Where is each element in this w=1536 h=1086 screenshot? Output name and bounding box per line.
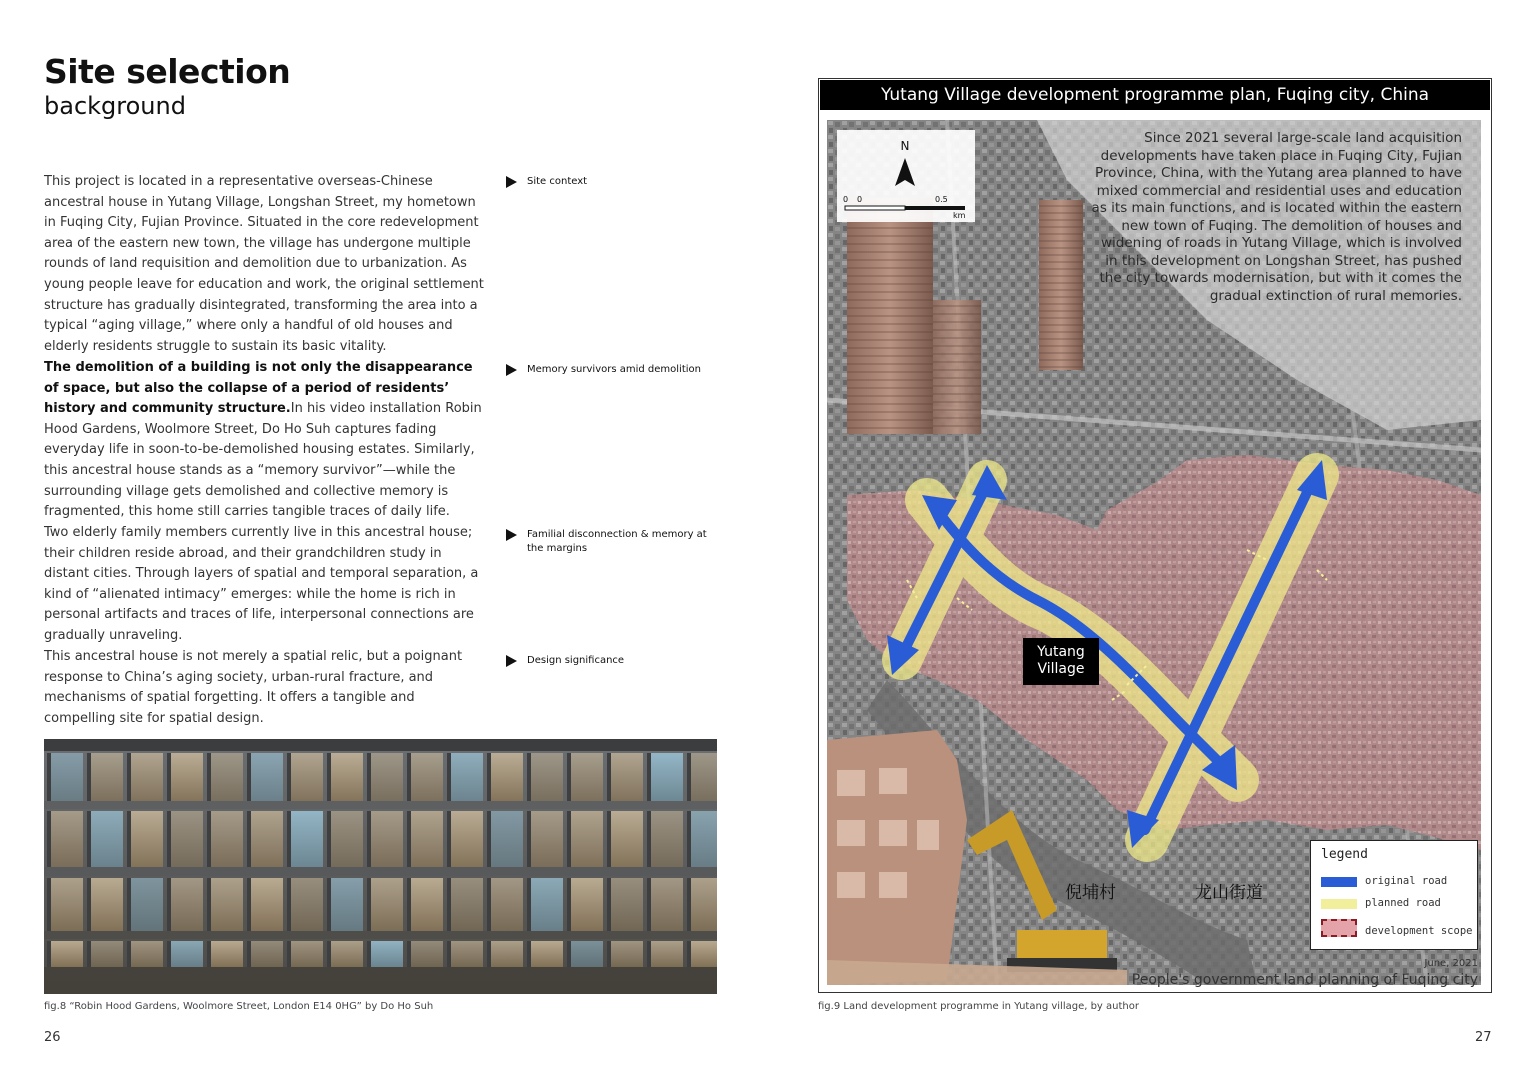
facade-window bbox=[251, 878, 283, 931]
facade-window bbox=[51, 753, 83, 801]
facade-window bbox=[91, 941, 123, 967]
scale-mid-label: 0.5 bbox=[935, 195, 948, 204]
facade-window bbox=[251, 941, 283, 967]
triangle-bullet-icon bbox=[506, 655, 517, 667]
facade-window bbox=[651, 811, 683, 867]
facade-window bbox=[611, 811, 643, 867]
scale-start-label: 0 bbox=[843, 195, 849, 204]
legend-swatch-pink bbox=[1321, 919, 1357, 937]
facade-window bbox=[491, 878, 523, 931]
page-number-right: 27 bbox=[1475, 1030, 1492, 1045]
facade-window bbox=[131, 941, 163, 967]
facade-column bbox=[567, 878, 571, 931]
fig8-caption: fig.8 “Robin Hood Gardens, Woolmore Street, London E14 0HG” by Do Ho Suh bbox=[44, 1001, 434, 1012]
facade-window bbox=[571, 753, 603, 801]
facade-window bbox=[131, 878, 163, 931]
facade-column bbox=[47, 878, 51, 931]
page-title: Site selection bbox=[44, 52, 291, 91]
facade-column bbox=[687, 811, 691, 867]
facade-column bbox=[47, 941, 51, 967]
facade-window bbox=[691, 941, 717, 967]
facade-window bbox=[331, 753, 363, 801]
facade-column bbox=[487, 941, 491, 967]
paragraph-text: In his video installation Robin Hood Gardens, Woolmore Street, Do Ho Suh captures fading everyday life in soon-to-be-demolished housing estates. Similarly, this ancestral house stands as a “memory survivor”—while the surrounding village gets demolished and collective memory is fragmented, this home still carries tangible traces of daily life. bbox=[44, 401, 482, 520]
facade-column bbox=[447, 753, 451, 801]
facade-column bbox=[127, 941, 131, 967]
facade-window bbox=[291, 941, 323, 967]
facade-column bbox=[247, 811, 251, 867]
facade-column bbox=[527, 753, 531, 801]
place-label-longshan: 龙山街道 bbox=[1195, 883, 1263, 903]
facade-column bbox=[567, 753, 571, 801]
facade-column bbox=[167, 753, 171, 801]
facade-column bbox=[167, 941, 171, 967]
facade-window bbox=[91, 753, 123, 801]
facade-window bbox=[131, 811, 163, 867]
facade-column bbox=[407, 878, 411, 931]
facade-window bbox=[451, 753, 483, 801]
facade-column bbox=[287, 811, 291, 867]
legend-label: development scope bbox=[1365, 925, 1473, 937]
facade-window bbox=[371, 878, 403, 931]
facade-window bbox=[171, 941, 203, 967]
facade-window bbox=[171, 878, 203, 931]
facade-window bbox=[531, 878, 563, 931]
facade-column bbox=[567, 811, 571, 867]
facade-window bbox=[211, 753, 243, 801]
facade-window bbox=[211, 811, 243, 867]
facade-window bbox=[251, 753, 283, 801]
facade-window bbox=[371, 811, 403, 867]
facade-window bbox=[291, 878, 323, 931]
legend-swatch-yellow bbox=[1321, 899, 1357, 909]
map-legend bbox=[1310, 840, 1478, 950]
facade-column bbox=[87, 753, 91, 801]
sidenote-label: Site context bbox=[527, 176, 588, 187]
facade-window bbox=[171, 753, 203, 801]
facade-window bbox=[651, 753, 683, 801]
paragraph-bold-lead: The demolition of a building is not only the disappearance of space, but also the collapse of a period of residents’ history and community structure. bbox=[44, 360, 473, 417]
legend-label: planned road bbox=[1365, 897, 1441, 909]
map-date: June, 2021 bbox=[1424, 958, 1478, 969]
facade-column bbox=[127, 811, 131, 867]
facade-window bbox=[611, 753, 643, 801]
paragraph-design-significance bbox=[44, 647, 490, 729]
village-label-line2: Village bbox=[1037, 661, 1085, 677]
facade-window bbox=[211, 878, 243, 931]
sidenote-label: Memory survivors amid demolition bbox=[527, 364, 701, 375]
facade-window bbox=[491, 753, 523, 801]
scale-zero-label: 0 bbox=[857, 195, 863, 204]
facade-window bbox=[531, 811, 563, 867]
facade-column bbox=[87, 941, 91, 967]
facade-window bbox=[491, 941, 523, 967]
facade-column bbox=[327, 811, 331, 867]
facade-column bbox=[527, 878, 531, 931]
facade-window bbox=[531, 941, 563, 967]
facade-column bbox=[287, 878, 291, 931]
facade-window bbox=[331, 941, 363, 967]
sidenote-label: Design significance bbox=[527, 655, 625, 666]
facade-window bbox=[251, 811, 283, 867]
facade-column bbox=[367, 753, 371, 801]
facade-column bbox=[367, 878, 371, 931]
facade-column bbox=[207, 811, 211, 867]
facade-column bbox=[367, 941, 371, 967]
facade-column bbox=[447, 811, 451, 867]
facade-column bbox=[647, 753, 651, 801]
facade-column bbox=[647, 878, 651, 931]
facade-column bbox=[87, 811, 91, 867]
facade-column bbox=[487, 811, 491, 867]
facade-column bbox=[607, 941, 611, 967]
sidenote-label: Familial disconnection & memory at the margins bbox=[527, 529, 707, 554]
legend-title: legend bbox=[1321, 847, 1368, 862]
facade-column bbox=[327, 753, 331, 801]
scale-unit-label: km bbox=[953, 211, 966, 220]
yutang-village-label bbox=[1023, 638, 1099, 685]
facade-column bbox=[487, 753, 491, 801]
facade-window bbox=[371, 753, 403, 801]
facade-window bbox=[371, 941, 403, 967]
facade-column bbox=[687, 941, 691, 967]
facade-window bbox=[91, 811, 123, 867]
place-label-nipu: 倪埔村 bbox=[1065, 883, 1116, 903]
facade-column bbox=[207, 753, 211, 801]
legend-swatch-blue bbox=[1321, 877, 1357, 887]
north-arrow-label: N bbox=[900, 139, 910, 153]
facade-column bbox=[567, 941, 571, 967]
village-label-line1: Yutang bbox=[1037, 644, 1085, 660]
facade-column bbox=[247, 941, 251, 967]
paragraph-text: This ancestral house is not merely a spatial relic, but a poignant response to China’s aging society, urban-rural fracture, and mechanisms of spatial forgetting. It offers a tangible and compelling site for spatial design. bbox=[44, 649, 463, 726]
facade-column bbox=[327, 878, 331, 931]
paragraph-memory-survivors bbox=[44, 358, 490, 523]
facade-column bbox=[367, 811, 371, 867]
legend-label: original road bbox=[1365, 875, 1448, 887]
facade-window bbox=[211, 941, 243, 967]
triangle-bullet-icon bbox=[506, 529, 517, 541]
facade-column bbox=[287, 753, 291, 801]
facade-window bbox=[291, 811, 323, 867]
facade-window bbox=[451, 878, 483, 931]
facade-column bbox=[167, 811, 171, 867]
facade-window bbox=[571, 941, 603, 967]
facade-window bbox=[91, 878, 123, 931]
facade-window bbox=[571, 878, 603, 931]
facade-window bbox=[411, 878, 443, 931]
facade-column bbox=[247, 878, 251, 931]
facade-window bbox=[531, 753, 563, 801]
facade-column bbox=[487, 878, 491, 931]
facade-column bbox=[207, 878, 211, 931]
facade-column bbox=[607, 811, 611, 867]
facade-window bbox=[491, 811, 523, 867]
facade-column bbox=[47, 753, 51, 801]
paragraph-text: This project is located in a representative overseas-Chinese ancestral house in Yutang Village, Longshan Street, my hometown in Fuqing City, Fujian Province. Situated in the core redevelopment area of the eastern new town, the village has undergone multiple rounds of land requisition and demolition due to urbanization. As young people leave for education and work, the original settlement structure has gradually disintegrated, transforming the area into a typical “aging village,” where only a handful of old houses and elderly residents struggle to sustain its basic vitality. bbox=[44, 174, 484, 354]
facade-column bbox=[647, 941, 651, 967]
paragraph-site-context bbox=[44, 172, 490, 357]
facade-column bbox=[527, 811, 531, 867]
facade-window bbox=[331, 878, 363, 931]
facade-window bbox=[51, 878, 83, 931]
facade-window bbox=[131, 753, 163, 801]
facade-column bbox=[447, 878, 451, 931]
facade-column bbox=[407, 753, 411, 801]
facade-column bbox=[127, 878, 131, 931]
facade-column bbox=[87, 878, 91, 931]
page-number-left: 26 bbox=[44, 1030, 61, 1045]
facade-column bbox=[687, 753, 691, 801]
facade-window bbox=[451, 811, 483, 867]
facade-window bbox=[411, 811, 443, 867]
robin-hood-gardens-photo bbox=[44, 739, 717, 994]
facade-window bbox=[51, 811, 83, 867]
facade-window bbox=[411, 753, 443, 801]
facade-column bbox=[407, 941, 411, 967]
facade-window bbox=[611, 878, 643, 931]
facade-window bbox=[651, 941, 683, 967]
facade-window bbox=[691, 878, 717, 931]
triangle-bullet-icon bbox=[506, 176, 517, 188]
paragraph-text: Two elderly family members currently live in this ancestral house; their children reside abroad, and their grandchildren study in distant cities. Through layers of spatial and temporal separation, a kind of “alienated intimacy” emerges: while the home is rich in personal artifacts and traces of life, interpersonal connections are gradually unraveling. bbox=[44, 525, 479, 643]
facade-window bbox=[451, 941, 483, 967]
paragraph-familial-disconnection bbox=[44, 523, 490, 647]
facade-column bbox=[207, 941, 211, 967]
map-source: People's government land planning of Fuqing city bbox=[1131, 972, 1478, 988]
facade-column bbox=[607, 878, 611, 931]
triangle-bullet-icon bbox=[506, 364, 517, 376]
facade-window bbox=[691, 811, 717, 867]
map-description: Since 2021 several large-scale land acquisition developments have taken place in Fuqing City, Fujian Province, China, with the Yutang area planned to have mixed commercial and residential uses and education as its main functions, and is located within the eastern new town of Fuqing. The demolition of houses and widening of roads in Yutang Village, which is involved in this development on Longshan Street, has pushed the city towards modernisation, but with it comes the gradual extinction of rural memories. bbox=[1091, 130, 1462, 304]
facade-column bbox=[527, 941, 531, 967]
facade-window bbox=[51, 941, 83, 967]
map-title: Yutang Village development programme plan, Fuqing city, China bbox=[820, 80, 1490, 110]
facade-column bbox=[47, 811, 51, 867]
facade-window bbox=[291, 753, 323, 801]
facade-window bbox=[651, 878, 683, 931]
facade-column bbox=[687, 878, 691, 931]
page-subtitle: background bbox=[44, 92, 186, 120]
facade-window bbox=[171, 811, 203, 867]
facade-column bbox=[167, 878, 171, 931]
facade-column bbox=[407, 811, 411, 867]
facade-column bbox=[447, 941, 451, 967]
facade-column bbox=[327, 941, 331, 967]
facade-window bbox=[411, 941, 443, 967]
facade-window bbox=[571, 811, 603, 867]
facade-column bbox=[287, 941, 291, 967]
facade-window bbox=[331, 811, 363, 867]
facade-window bbox=[611, 941, 643, 967]
facade-column bbox=[247, 753, 251, 801]
facade-column bbox=[127, 753, 131, 801]
fig9-caption: fig.9 Land development programme in Yutang village, by author bbox=[818, 1001, 1139, 1012]
facade-window bbox=[691, 753, 717, 801]
facade-column bbox=[607, 753, 611, 801]
facade-column bbox=[647, 811, 651, 867]
